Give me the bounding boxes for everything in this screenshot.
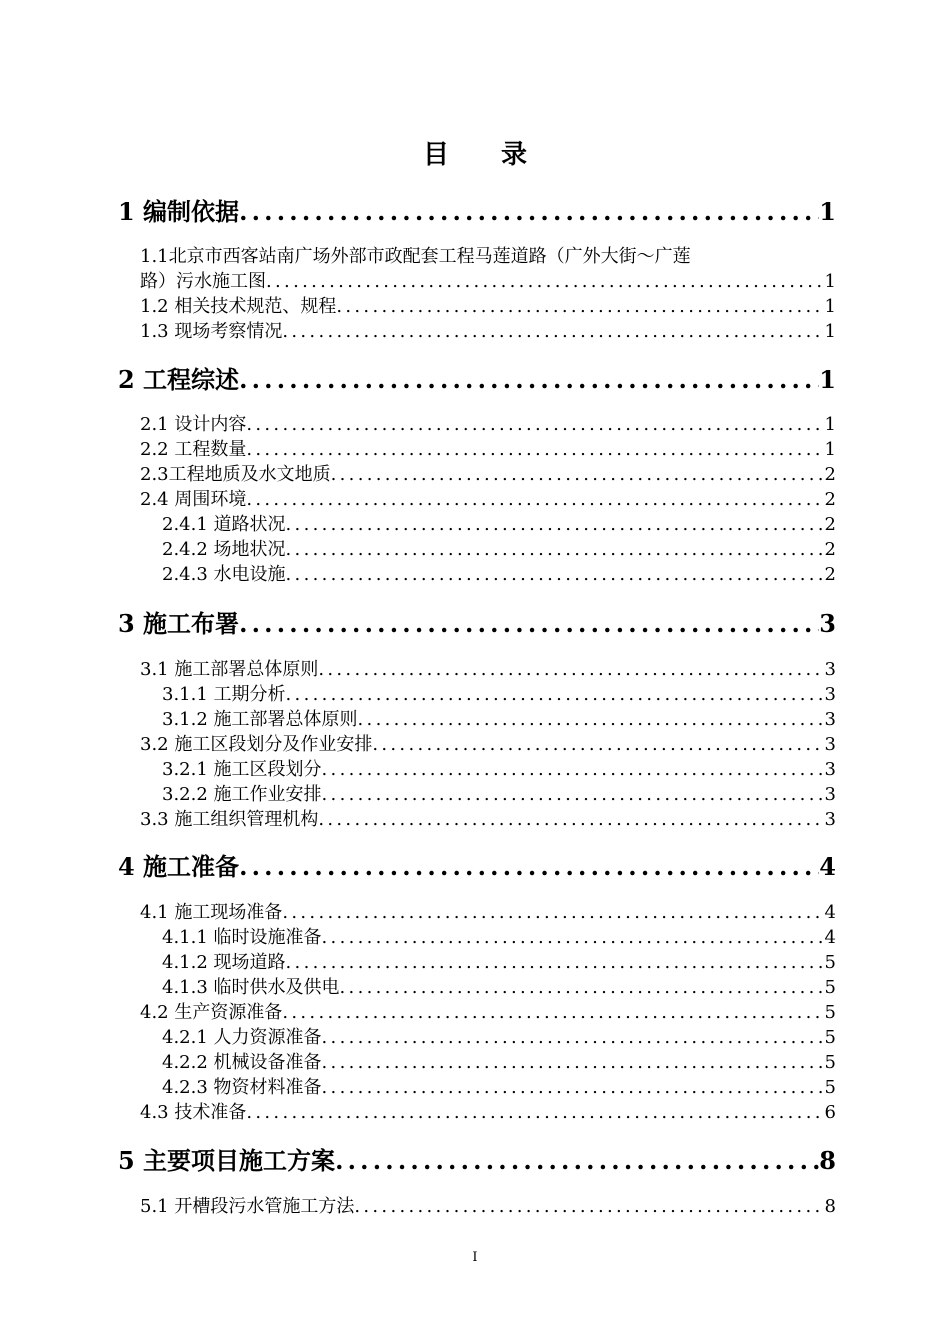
dot-leader bbox=[322, 925, 825, 950]
dot-leader bbox=[286, 950, 825, 975]
dot-leader bbox=[358, 707, 825, 732]
toc-entry-4-2[interactable] bbox=[140, 1000, 836, 1025]
dot-leader bbox=[239, 851, 819, 883]
toc-entry-3-1[interactable] bbox=[140, 657, 836, 682]
toc-entry-4-3[interactable] bbox=[140, 1100, 836, 1125]
toc-entry-label: 2.4.2 场地状况 bbox=[162, 539, 286, 560]
toc-entry-page: 8 bbox=[824, 1196, 836, 1217]
dot-leader bbox=[322, 1050, 825, 1075]
toc-entry-page: 3 bbox=[824, 809, 836, 830]
toc-entry-2-4-3[interactable] bbox=[162, 562, 836, 587]
toc-entry-chapter-5[interactable] bbox=[118, 1145, 836, 1177]
toc-entry-page: 5 bbox=[824, 1027, 836, 1048]
toc-entry-4-1-2[interactable] bbox=[162, 950, 836, 975]
toc-entry-page: 5 bbox=[824, 977, 836, 998]
toc-entry-3-2-2[interactable] bbox=[162, 782, 836, 807]
toc-entry-page: 1 bbox=[819, 365, 836, 394]
toc-entry-label: 2.4 周围环境 bbox=[140, 489, 247, 510]
toc-entry-2-4-1[interactable] bbox=[162, 512, 836, 537]
toc-entry-label: 4.2.1 人力资源准备 bbox=[162, 1027, 322, 1048]
toc-entry-label: 1.2 相关技术规范、规程 bbox=[140, 296, 337, 317]
toc-entry-label: 4.2.3 物资材料准备 bbox=[162, 1077, 322, 1098]
toc-entry-label: 3.2.1 施工区段划分 bbox=[162, 759, 322, 780]
dot-leader bbox=[336, 294, 824, 319]
toc-entry-label: 3.1 施工部署总体原则 bbox=[140, 659, 319, 680]
toc-entry-label: 3.2.2 施工作业安排 bbox=[162, 784, 322, 805]
dot-leader bbox=[246, 437, 824, 462]
toc-entry-2-1[interactable] bbox=[140, 412, 836, 437]
toc-entry-chapter-1[interactable] bbox=[118, 196, 836, 228]
dot-leader bbox=[282, 1000, 824, 1025]
toc-entry-page: 3 bbox=[824, 759, 836, 780]
dot-leader bbox=[318, 657, 824, 682]
dot-leader bbox=[239, 196, 819, 228]
toc-title bbox=[0, 134, 950, 171]
toc-entry-4-1-1[interactable] bbox=[162, 925, 836, 950]
toc-entry-4-2-1[interactable] bbox=[162, 1025, 836, 1050]
dot-leader bbox=[322, 1075, 825, 1100]
toc-entry-label: 4.1.1 临时设施准备 bbox=[162, 927, 322, 948]
toc-entry-label: 4.1.3 临时供水及供电 bbox=[162, 977, 340, 998]
toc-entry-1-2[interactable] bbox=[140, 294, 836, 319]
toc-entry-page: 5 bbox=[824, 1077, 836, 1098]
dot-leader bbox=[354, 1194, 824, 1219]
toc-entry-page: 3 bbox=[824, 684, 836, 705]
toc-entry-label: 3.3 施工组织管理机构 bbox=[140, 809, 319, 830]
toc-entry-label: 3.1.2 施工部署总体原则 bbox=[162, 709, 358, 730]
toc-entry-page: 2 bbox=[824, 464, 836, 485]
toc-entry-5-1[interactable] bbox=[140, 1194, 836, 1219]
toc-entry-chapter-4[interactable] bbox=[118, 851, 836, 883]
dot-leader bbox=[322, 782, 825, 807]
toc-entry-page: 1 bbox=[824, 414, 836, 435]
toc-entry-page: 5 bbox=[824, 1052, 836, 1073]
dot-leader bbox=[318, 807, 824, 832]
toc-entry-label: 路）污水施工图 bbox=[140, 271, 266, 292]
toc-entry-page: 2 bbox=[824, 489, 836, 510]
toc-entry-label: 4.1.2 现场道路 bbox=[162, 952, 286, 973]
toc-entry-page: 1 bbox=[824, 296, 836, 317]
toc-entry-label: 2.4.1 道路状况 bbox=[162, 514, 286, 535]
dot-leader bbox=[246, 412, 824, 437]
toc-entry-2-3[interactable] bbox=[140, 462, 836, 487]
toc-entry-1-3[interactable] bbox=[140, 319, 836, 344]
dot-leader bbox=[282, 319, 824, 344]
toc-entry-4-1-3[interactable] bbox=[162, 975, 836, 1000]
toc-entry-page: 5 bbox=[824, 1002, 836, 1023]
toc-entry-page: 1 bbox=[824, 271, 836, 292]
toc-entry-page: 2 bbox=[824, 514, 836, 535]
toc-entry-2-4[interactable] bbox=[140, 487, 836, 512]
toc-entry-label: 2.2 工程数量 bbox=[140, 439, 247, 460]
toc-entry-page: 3 bbox=[824, 659, 836, 680]
toc-entry-page: 2 bbox=[824, 564, 836, 585]
toc-entry-page: 3 bbox=[824, 784, 836, 805]
dot-leader bbox=[239, 608, 819, 640]
dot-leader bbox=[239, 364, 819, 396]
toc-entry-page: 1 bbox=[819, 197, 836, 226]
toc-entry-label: 4.3 技术准备 bbox=[140, 1102, 247, 1123]
dot-leader bbox=[286, 512, 825, 537]
toc-entry-label: 2 工程综述 bbox=[118, 365, 240, 394]
toc-entry-page: 8 bbox=[819, 1146, 836, 1175]
dot-leader bbox=[331, 462, 825, 487]
toc-entry-3-3[interactable] bbox=[140, 807, 836, 832]
toc-entry-page: 4 bbox=[819, 852, 836, 881]
toc-entry-label: 5 主要项目施工方案 bbox=[118, 1146, 336, 1175]
toc-title-char-1: 目 bbox=[422, 140, 449, 170]
toc-entry-page: 6 bbox=[824, 1102, 836, 1123]
dot-leader bbox=[322, 757, 825, 782]
toc-entry-4-1[interactable] bbox=[140, 900, 836, 925]
toc-entry-label: 4.1 施工现场准备 bbox=[140, 902, 283, 923]
toc-entry-page: 1 bbox=[824, 439, 836, 460]
toc-entry-3-1-1[interactable] bbox=[162, 682, 836, 707]
toc-entry-3-2-1[interactable] bbox=[162, 757, 836, 782]
dot-leader bbox=[246, 1100, 824, 1125]
toc-entry-page: 2 bbox=[824, 539, 836, 560]
toc-entry-label: 3.2 施工区段划分及作业安排 bbox=[140, 734, 373, 755]
toc-entry-page: 3 bbox=[824, 709, 836, 730]
toc-entry-label: 4.2 生产资源准备 bbox=[140, 1002, 283, 1023]
toc-entry-1-1-line-1[interactable]: 1.1北京市西客站南广场外部市政配套工程马莲道路（广外大街～广莲 bbox=[140, 246, 691, 267]
dot-leader bbox=[335, 1145, 819, 1177]
toc-entry-2-4-2[interactable] bbox=[162, 537, 836, 562]
dot-leader bbox=[286, 682, 825, 707]
dot-leader bbox=[372, 732, 824, 757]
toc-entry-1-1-line-2[interactable] bbox=[140, 269, 836, 294]
toc-entry-label: 2.3工程地质及水文地质 bbox=[140, 464, 331, 485]
dot-leader bbox=[322, 1025, 825, 1050]
toc-entry-4-2-2[interactable] bbox=[162, 1050, 836, 1075]
toc-entry-page: 1 bbox=[824, 321, 836, 342]
toc-entry-page: 4 bbox=[824, 902, 836, 923]
dot-leader bbox=[246, 487, 824, 512]
toc-entry-label: 4.2.2 机械设备准备 bbox=[162, 1052, 322, 1073]
toc-entry-page: 5 bbox=[824, 952, 836, 973]
toc-entry-label: 5.1 开槽段污水管施工方法 bbox=[140, 1196, 355, 1217]
toc-entry-page: 4 bbox=[824, 927, 836, 948]
dot-leader bbox=[266, 269, 825, 294]
toc-entry-label: 3.1.1 工期分析 bbox=[162, 684, 286, 705]
toc-entry-2-2[interactable] bbox=[140, 437, 836, 462]
toc-entry-label: 1 编制依据 bbox=[118, 197, 240, 226]
dot-leader bbox=[286, 537, 825, 562]
toc-entry-chapter-3[interactable] bbox=[118, 608, 836, 640]
toc-title-char-2: 录 bbox=[501, 140, 528, 170]
toc-entry-page: 3 bbox=[824, 734, 836, 755]
toc-entry-3-1-2[interactable] bbox=[162, 707, 836, 732]
toc-entry-label: 2.4.3 水电设施 bbox=[162, 564, 286, 585]
dot-leader bbox=[282, 900, 824, 925]
toc-entry-label: 4 施工准备 bbox=[118, 852, 240, 881]
dot-leader bbox=[340, 975, 825, 1000]
toc-entry-label: 1.3 现场考察情况 bbox=[140, 321, 283, 342]
dot-leader bbox=[286, 562, 825, 587]
toc-entry-4-2-3[interactable] bbox=[162, 1075, 836, 1100]
toc-entry-3-2[interactable] bbox=[140, 732, 836, 757]
toc-entry-page: 3 bbox=[819, 609, 836, 638]
toc-entry-chapter-2[interactable] bbox=[118, 364, 836, 396]
page-number-footer: I bbox=[472, 1250, 478, 1265]
toc-entry-label: 2.1 设计内容 bbox=[140, 414, 247, 435]
toc-entry-label: 3 施工布署 bbox=[118, 609, 240, 638]
